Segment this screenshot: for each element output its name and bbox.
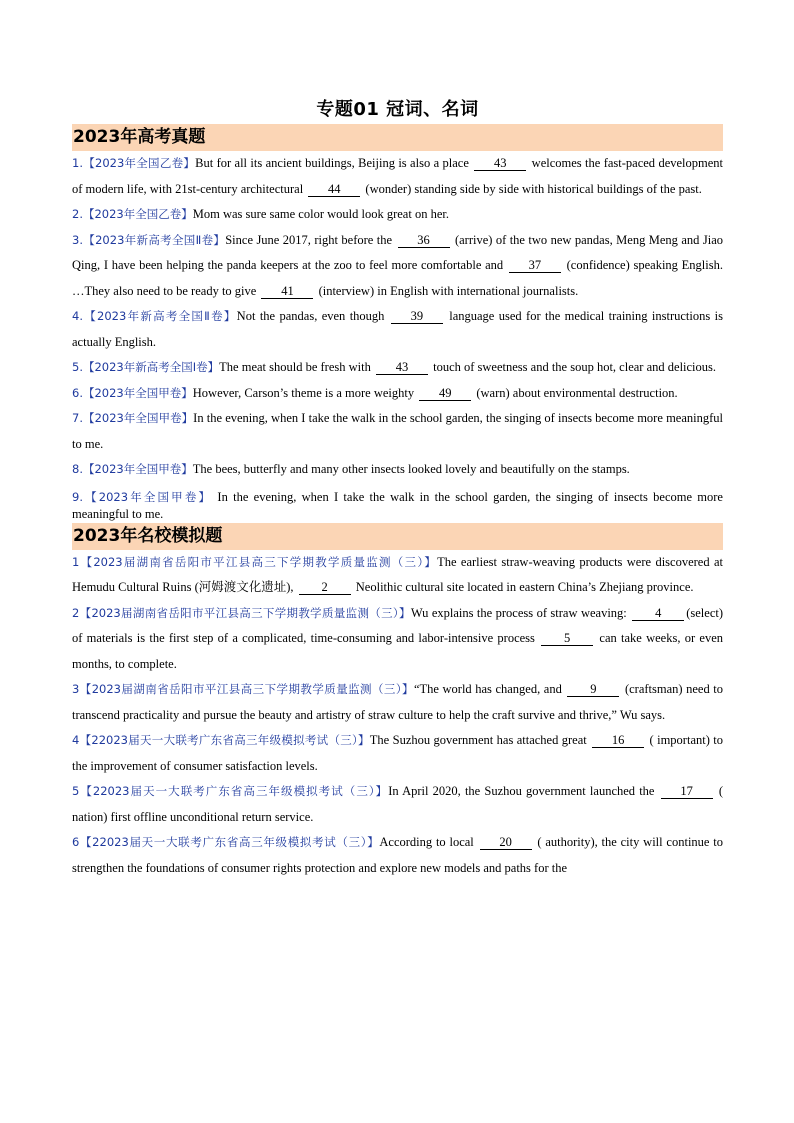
question-text: Since June 2017, right before the [225,232,396,247]
question-item [72,304,723,355]
answer-blank[interactable]: 4 [632,606,684,621]
question-text: ( nation) first offline unconditional return service. [72,784,723,824]
answer-blank[interactable]: 36 [398,233,450,248]
question-text: (select) of materials is the first step of a complicated, time-consuming and labor-intensive process [72,605,723,645]
answer-blank[interactable]: 2 [299,580,351,595]
question-text: Not the pandas, even though [236,309,389,323]
question-source: 【22023届天一大联考广东省高三年级模拟考试（三）】 [79,733,370,747]
question-item [72,601,723,678]
answer-blank[interactable]: 37 [509,258,561,273]
question-text: ( authority), the city will continue to strengthen the foundations of consumer rights protection and explore new models and paths for the [72,835,723,875]
question-item [72,381,723,407]
question-item [72,728,723,779]
question-item [72,830,723,881]
question-item [72,550,723,601]
question-text: (confidence) speaking English. …They also need to be ready to give [72,258,723,298]
question-number: 5. [72,360,83,374]
question-source: 【2023年全国甲卷】 [82,489,213,504]
answer-blank[interactable]: 16 [592,733,644,748]
question-text: touch of sweetness and the soup hot, clear and delicious. [429,360,717,374]
question-source: 【2023年全国乙卷】 [82,207,193,221]
question-source: 【2023年全国甲卷】 [82,385,193,400]
question-item [72,489,723,523]
question-item [72,202,723,228]
answer-blank[interactable]: 17 [661,784,713,799]
answer-blank[interactable]: 39 [391,309,443,324]
question-text: Neolithic cultural site located in eastern China’s Zhejiang province. [352,580,694,594]
question-number: 1 [72,554,80,569]
question-text: (wonder) standing side by side with historical buildings of the past. [362,181,702,196]
question-text: (craftsman) need to transcend practicality and pursue the beauty and artistry of straw culture to help the craft survive and thrive,” Wu says. [72,682,724,722]
question-source: 【2023年全国甲卷】 [82,411,194,425]
question-number: 4 [72,733,80,747]
answer-blank[interactable]: 20 [480,835,532,850]
question-text: can take weeks, or even months, to complete. [72,631,723,671]
page-title: 专题01 冠词、名词 [316,99,479,120]
question-number: 7. [72,411,83,425]
answer-blank[interactable]: 41 [261,284,313,299]
question-text: ( important) to the improvement of consumer satisfaction levels. [72,733,723,773]
question-text: (warn) about environmental destruction. [473,385,678,400]
question-source: 【22023届天一大联考广东省高三年级模拟考试（三）】 [79,784,389,798]
question-number: 6. [72,385,83,400]
question-source: 【2023届湖南省岳阳市平江县高三下学期教学质量监测（三）】 [79,605,411,620]
document-page [72,96,723,881]
question-item [72,677,723,728]
question-text: The earliest straw-weaving products were discovered at Hemudu Cultural Ruins (河姆渡文化遗址), [72,554,724,594]
question-item [72,406,723,457]
answer-blank[interactable]: 43 [376,360,428,375]
question-text: According to local [379,835,478,849]
question-text: The Suzhou government has attached great [369,733,591,747]
question-text: But for all its ancient buildings, Beijing is also a place [195,156,473,170]
question-text: language used for the medical training instructions is actually English. [72,309,723,349]
question-source: 【2023届湖南省岳阳市平江县高三下学期教学质量监测（三）】 [79,554,438,569]
answer-blank[interactable]: 43 [474,156,526,171]
question-item [72,457,723,483]
question-number: 1. [72,156,83,170]
question-number: 3 [72,682,80,696]
question-text: (interview) in English with international journalists. [315,283,579,298]
question-number: 4. [72,309,83,323]
section-heading: 2023年名校模拟题 [72,523,723,550]
document-content [72,124,723,881]
question-source: 【2023届湖南省岳阳市平江县高三下学期教学质量监测（三）】 [79,682,414,696]
question-item [72,151,723,202]
question-text: In April 2020, the Suzhou government launched the [388,784,659,798]
question-number: 8. [72,462,83,476]
answer-blank[interactable]: 9 [567,682,619,697]
question-text: (arrive) of the two new pandas, Meng Meng and Jiao Qing, I have been helping the panda keepers at the zoo to feel more comfortable and [72,232,723,272]
question-text: However, Carson’s theme is a more weighty [192,385,418,400]
question-item [72,779,723,830]
question-item [72,228,723,305]
question-source: 【2023年新高考全国Ⅰ卷】 [82,360,220,374]
question-number: 9. [72,489,83,504]
question-source: 【22023届天一大联考广东省高三年级模拟考试（三）】 [79,835,380,849]
question-text: welcomes the fast-paced development of modern life, with 21st-century architectural [72,156,724,196]
question-number: 2 [72,605,80,620]
answer-blank[interactable]: 5 [541,631,593,646]
question-number: 3. [72,232,83,247]
question-text: In the evening, when I take the walk in the school garden, the singing of insects become more meaningful to me. [72,411,723,451]
question-source: 【2023年新高考全国Ⅱ卷】 [82,232,226,247]
question-source: 【2023年全国甲卷】 [82,462,193,476]
question-number: 6 [72,835,80,849]
question-text: The meat should be fresh with [219,360,374,374]
question-text: “The world has changed, and [413,682,566,696]
question-text: In the evening, when I take the walk in the school garden, the singing of insects become more meaningful to me. [72,489,723,521]
question-number: 5 [72,784,80,798]
answer-blank[interactable]: 49 [419,386,471,401]
section-heading: 2023年高考真题 [72,124,723,151]
question-source: 【2023年全国乙卷】 [82,156,196,170]
question-text: Wu explains the process of straw weaving: [410,605,631,620]
question-source: 【2023年新高考全国Ⅱ卷】 [82,309,237,323]
answer-blank[interactable]: 44 [308,182,360,197]
question-text: The bees, butterfly and many other insects looked lovely and beautifully on the stamps. [192,462,630,476]
question-text: Mom was sure same color would look great on her. [192,207,449,221]
question-number: 2. [72,207,83,221]
question-item [72,355,723,381]
